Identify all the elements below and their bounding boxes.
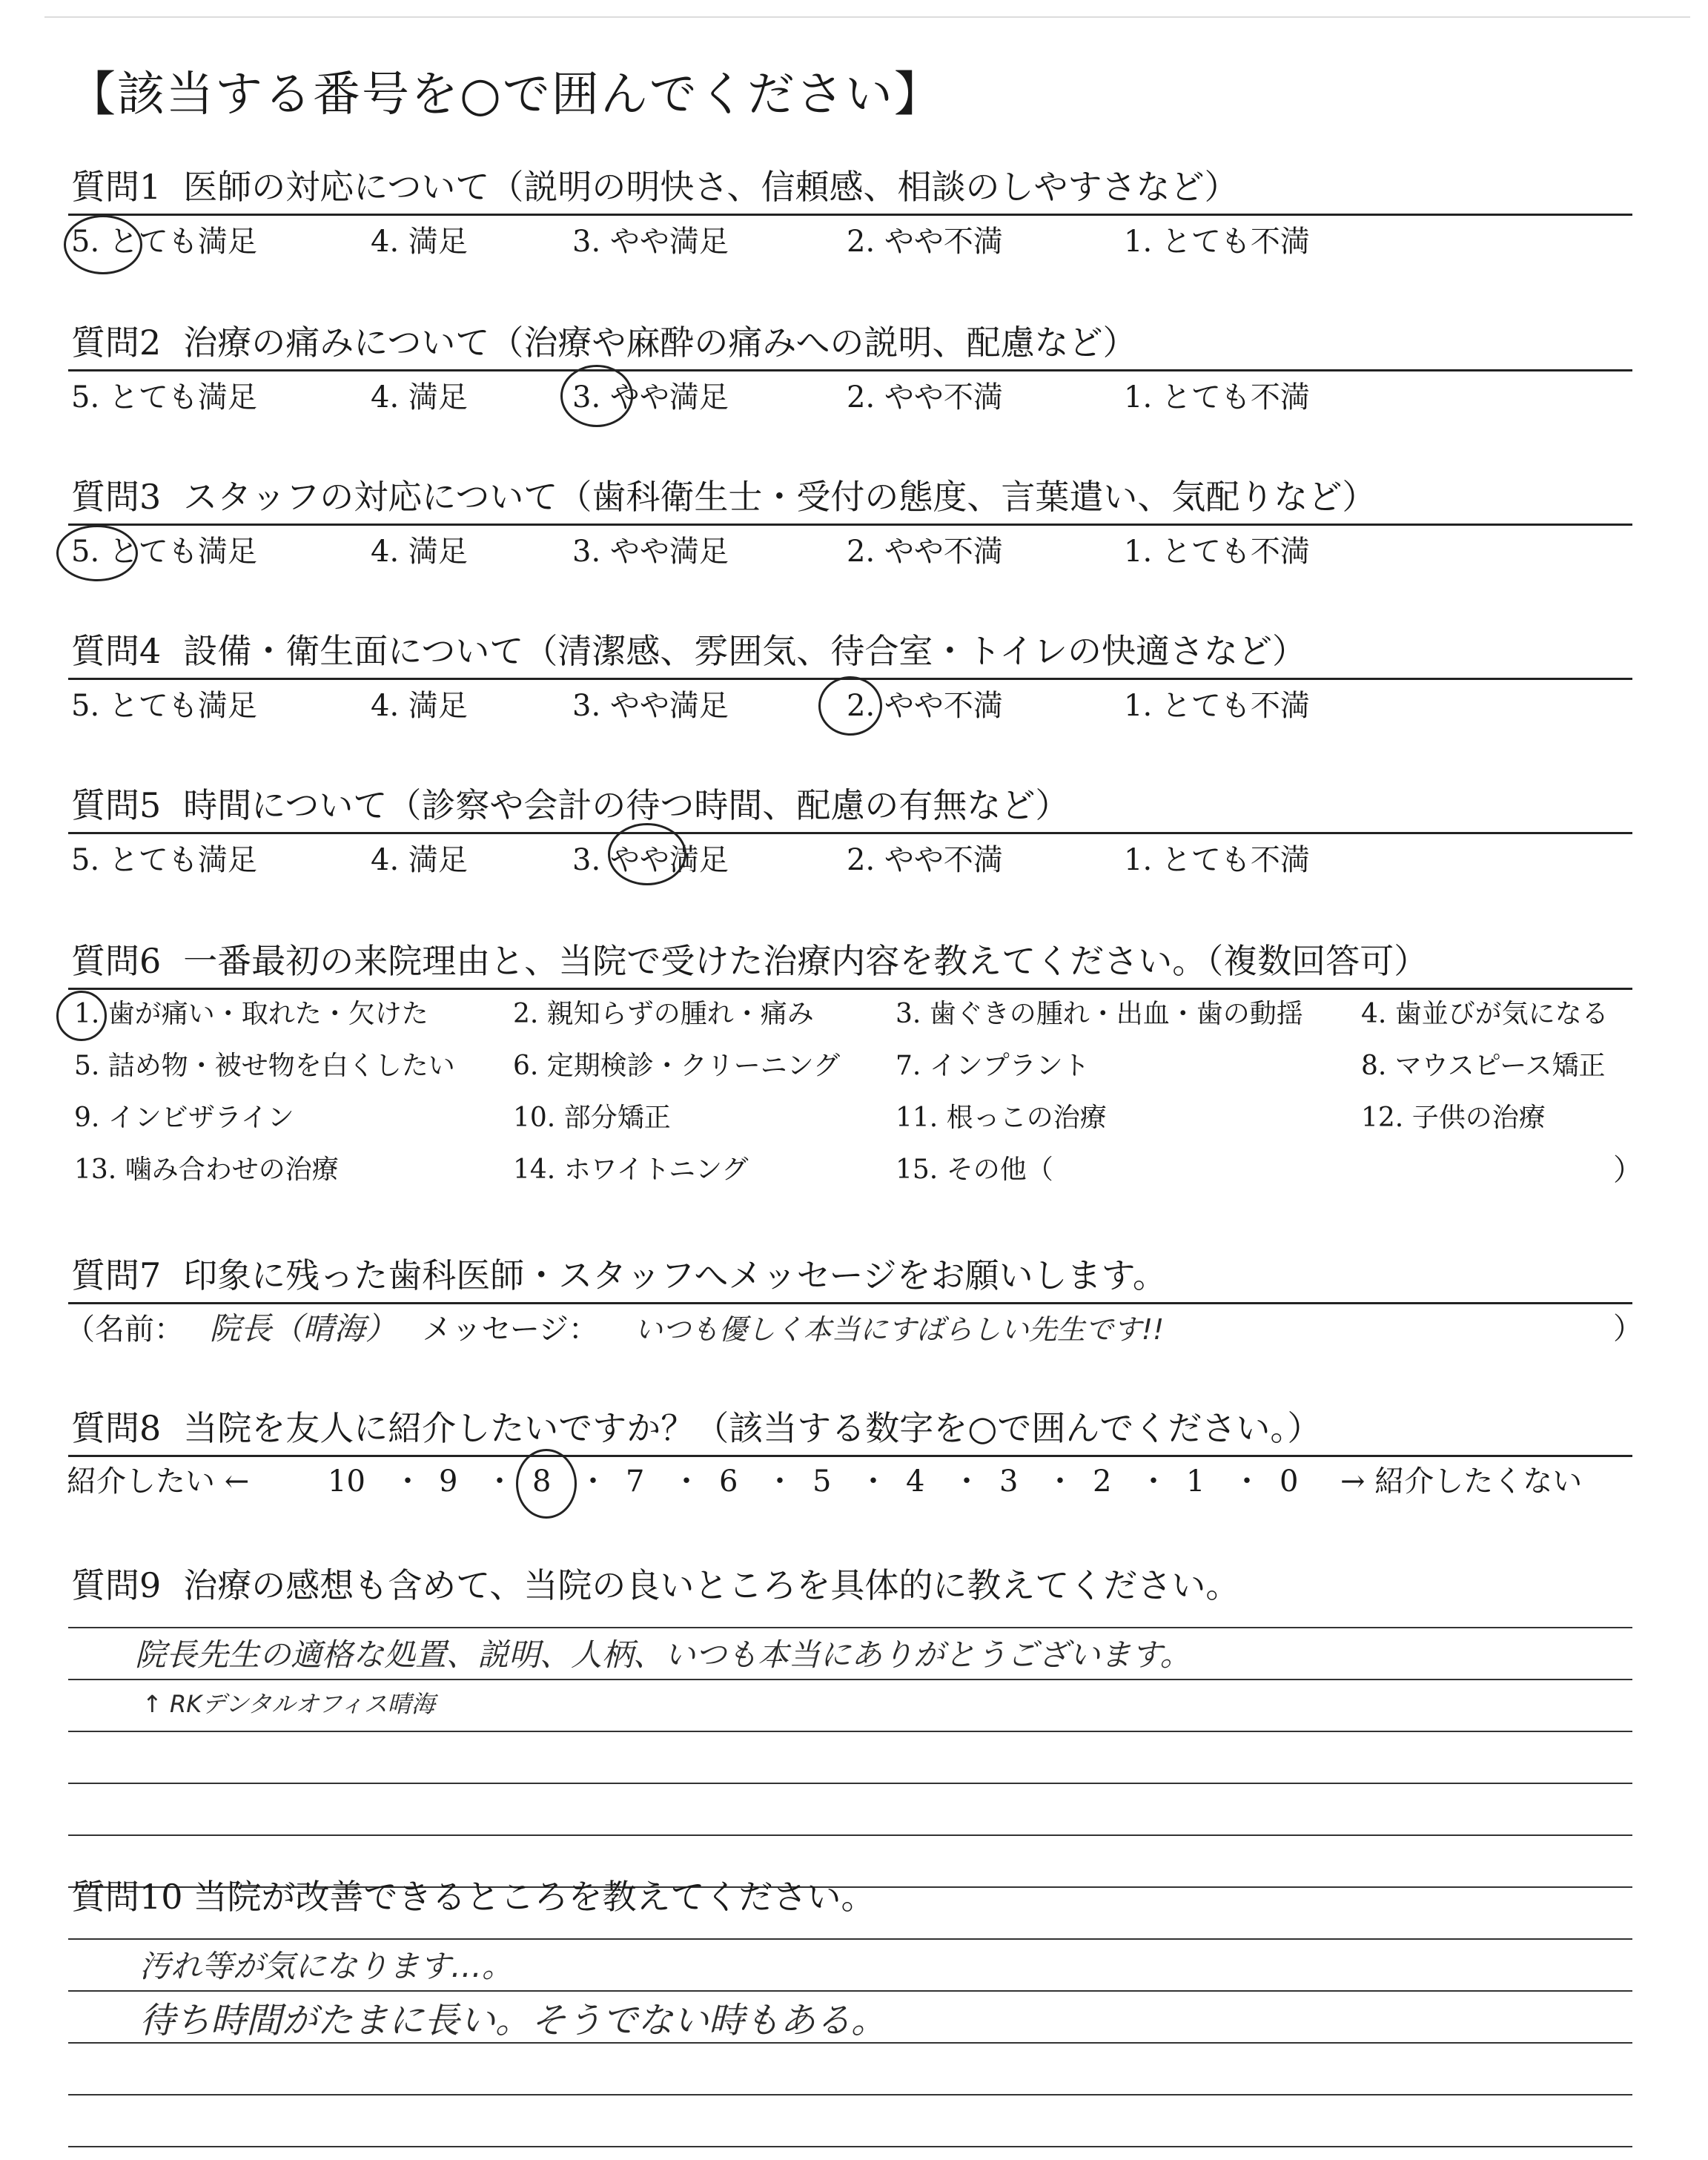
question-number: 質問1 [71, 167, 162, 207]
option-4[interactable]: 4. 満足 [371, 843, 468, 877]
question-text: 当院を友人に紹介したいですか？（該当する数字を○で囲んでください。） [183, 1408, 1322, 1448]
option-2[interactable]: 2. やや不満 [847, 843, 1003, 877]
option-1[interactable]: 1. とても不満 [1124, 380, 1310, 415]
question-text: 印象に残った歯科医師・スタッフへメッセージをお願いします。 [183, 1255, 1167, 1295]
option-1[interactable]: 1. とても不満 [1124, 535, 1310, 569]
option-3[interactable]: 3. やや満足 [572, 225, 729, 259]
scale-value-1[interactable]: 1 [1186, 1464, 1205, 1499]
scale-value-2[interactable]: 2 [1093, 1464, 1112, 1499]
answer-text-1: 院長先生の適格な処置、説明、人柄、いつも本当にありがとうございます。 [135, 1636, 1191, 1673]
option-3[interactable]: 3. やや満足 [572, 843, 729, 877]
option-3[interactable]: 3. やや満足 [572, 535, 729, 569]
reason-item[interactable]: 5. 詰め物・被せ物を白くしたい [74, 1051, 455, 1081]
reason-item[interactable]: 6. 定期検診・クリーニング [513, 1051, 841, 1081]
reason-item[interactable]: 9. インビザライン [74, 1103, 294, 1133]
answer-line [68, 2146, 1632, 2147]
option-5[interactable]: 5. とても満足 [71, 535, 257, 569]
question-text: 当院が改善できるところを教えてください。 [193, 1877, 875, 1917]
question-number: 質問2 [71, 323, 162, 363]
recommend-scale [0, 1459, 1708, 1504]
answer-line [68, 1679, 1632, 1680]
scale-separator: ・ [1232, 1464, 1262, 1499]
question-text: スタッフの対応について（歯科衛生士・受付の態度、言葉遣い、気配りなど） [183, 477, 1377, 517]
question-number: 質問9 [71, 1565, 162, 1605]
scale-value-0[interactable]: 0 [1280, 1464, 1299, 1499]
underline [68, 988, 1632, 990]
option-2[interactable]: 2. やや不満 [847, 689, 1003, 723]
option-3[interactable]: 3. やや満足 [572, 380, 729, 415]
close-paren: ） [1613, 1153, 1643, 1187]
rating-options [0, 219, 1708, 264]
rating-options [0, 375, 1708, 420]
option-1[interactable]: 1. とても不満 [1124, 689, 1310, 723]
answer-line [68, 1990, 1632, 1992]
scale-separator: ・ [765, 1464, 795, 1499]
answer-text-2: 待ち時間がたまに長い。そうでない時もある。 [139, 2000, 887, 2041]
option-1[interactable]: 1. とても不満 [1124, 843, 1310, 877]
answer-line [68, 1731, 1632, 1732]
question-number: 質問4 [71, 631, 162, 671]
scale-value-4[interactable]: 4 [906, 1464, 925, 1499]
question-text: 治療の感想も含めて、当院の良いところを具体的に教えてください。 [183, 1565, 1240, 1605]
scale-separator: ・ [952, 1464, 982, 1499]
underline [68, 678, 1632, 680]
reason-item[interactable]: 4. 歯並びが気になる [1361, 999, 1609, 1029]
scale-value-9[interactable]: 9 [439, 1464, 458, 1499]
option-4[interactable]: 4. 満足 [371, 380, 468, 415]
answer-line [68, 1783, 1632, 1784]
scale-separator: ・ [672, 1464, 701, 1499]
question-number: 質問8 [71, 1408, 162, 1448]
question-text: 設備・衛生面について（清潔感、雰囲気、待合室・トイレの快適さなど） [183, 631, 1307, 671]
reason-item[interactable]: 13. 噛み合わせの治療 [74, 1155, 339, 1185]
option-5[interactable]: 5. とても満足 [71, 225, 257, 259]
question-number: 質問6 [71, 941, 162, 981]
option-4[interactable]: 4. 満足 [371, 225, 468, 259]
reason-item[interactable]: 15. その他（ [896, 1155, 1053, 1185]
reason-item[interactable]: 8. マウスピース矯正 [1361, 1051, 1606, 1081]
reason-item[interactable]: 2. 親知らずの腫れ・痛み [513, 999, 814, 1029]
scale-separator: ・ [578, 1464, 608, 1499]
scale-left-label: 紹介したい ← [67, 1464, 250, 1499]
scale-value-6[interactable]: 6 [719, 1464, 738, 1499]
message-value: いつも優しく本当にすばらしい先生です!! [634, 1313, 1165, 1346]
question-text: 時間について（診察や会計の待つ時間、配慮の有無など） [183, 785, 1070, 825]
question-number: 質問7 [71, 1255, 162, 1295]
reason-item[interactable]: 3. 歯ぐきの腫れ・出血・歯の動揺 [896, 999, 1303, 1029]
reason-item[interactable]: 12. 子供の治療 [1361, 1103, 1546, 1133]
answer-line [68, 2094, 1632, 2095]
option-3[interactable]: 3. やや満足 [572, 689, 729, 723]
scale-separator: ・ [485, 1464, 514, 1499]
answer-line [68, 1938, 1632, 1940]
scale-separator: ・ [1045, 1464, 1075, 1499]
reason-item[interactable]: 1. 歯が痛い・取れた・欠けた [74, 999, 428, 1029]
underline [68, 1455, 1632, 1457]
question-text: 治療の痛みについて（治療や麻酔の痛みへの説明、配慮など） [183, 323, 1137, 363]
page-title: 【該当する番号を○で囲んでください】 [68, 67, 943, 122]
answer-text-2: ↑ RKデンタルオフィス晴海 [142, 1690, 435, 1718]
scale-value-10[interactable]: 10 [328, 1464, 365, 1499]
name-label: （名前： [65, 1312, 184, 1347]
reason-item[interactable]: 10. 部分矯正 [513, 1103, 671, 1133]
option-4[interactable]: 4. 満足 [371, 689, 468, 723]
scale-value-7[interactable]: 7 [626, 1464, 645, 1499]
rating-options [0, 838, 1708, 882]
reason-item[interactable]: 14. ホワイトニング [513, 1155, 749, 1185]
underline [68, 369, 1632, 371]
reason-item[interactable]: 7. インプラント [896, 1051, 1090, 1081]
scale-value-5[interactable]: 5 [812, 1464, 832, 1499]
rating-options [0, 529, 1708, 574]
reason-item[interactable]: 11. 根っこの治療 [896, 1103, 1107, 1133]
option-5[interactable]: 5. とても満足 [71, 689, 257, 723]
option-1[interactable]: 1. とても不満 [1124, 225, 1310, 259]
top-border [44, 16, 1690, 18]
option-5[interactable]: 5. とても満足 [71, 380, 257, 415]
scale-value-3[interactable]: 3 [999, 1464, 1019, 1499]
message-label: メッセージ： [422, 1312, 599, 1347]
question-number: 質問10 [71, 1877, 183, 1917]
scale-right-label: → 紹介したくない [1340, 1464, 1583, 1499]
answer-line [68, 1834, 1632, 1836]
option-4[interactable]: 4. 満足 [371, 535, 468, 569]
question-number: 質問3 [71, 477, 162, 517]
underline [68, 524, 1632, 526]
scale-separator: ・ [858, 1464, 888, 1499]
option-2[interactable]: 2. やや不満 [847, 535, 1003, 569]
name-value: 院長（晴海） [209, 1310, 397, 1347]
close-paren: ） [1613, 1312, 1643, 1346]
question-text: 医師の対応について（説明の明快さ、信頼感、相談のしやすさなど） [183, 167, 1239, 207]
question-number: 質問5 [71, 785, 162, 825]
message-field[interactable] [65, 1307, 1164, 1352]
answer-line [68, 2042, 1632, 2044]
scale-value-8[interactable]: 8 [532, 1464, 552, 1499]
rating-options [0, 684, 1708, 728]
answer-text-1: 汚れ等が気になります…。 [139, 1948, 514, 1984]
underline [68, 832, 1632, 834]
option-2[interactable]: 2. やや不満 [847, 380, 1003, 415]
answer-line [68, 1627, 1632, 1628]
scale-separator: ・ [1139, 1464, 1168, 1499]
scale-separator: ・ [393, 1464, 423, 1499]
question-text: 一番最初の来院理由と、当院で受けた治療内容を教えてください。（複数回答可） [183, 941, 1429, 981]
option-2[interactable]: 2. やや不満 [847, 225, 1003, 259]
underline [68, 214, 1632, 216]
underline [68, 1302, 1632, 1304]
option-5[interactable]: 5. とても満足 [71, 843, 257, 877]
